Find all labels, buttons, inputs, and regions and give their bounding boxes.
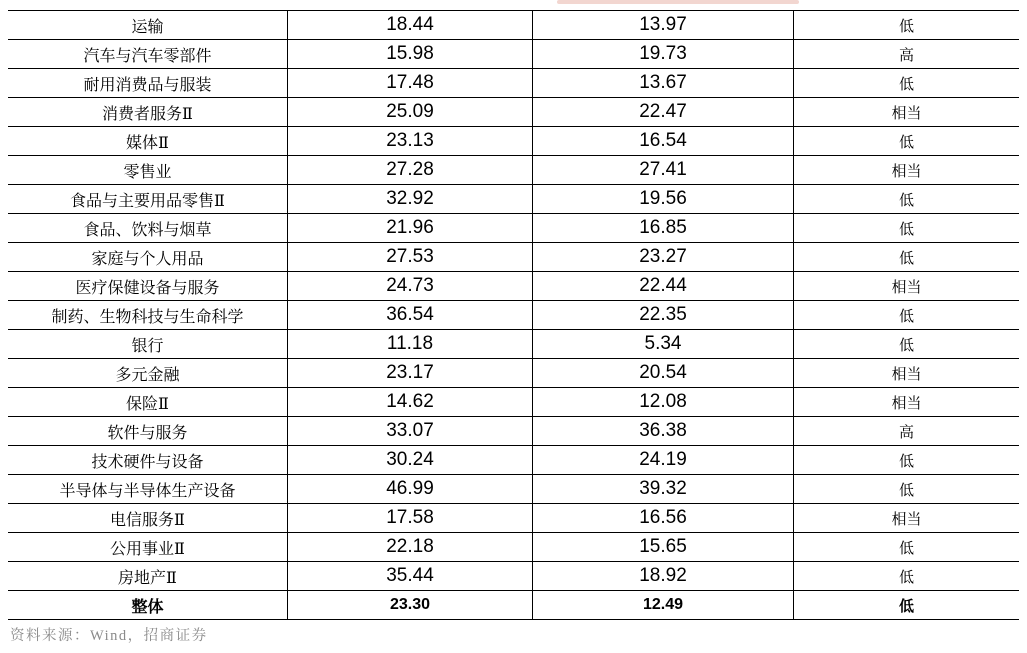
industry-cell: 耐用消费品与服装 <box>8 69 288 98</box>
rating-cell: 低 <box>794 446 1020 475</box>
value1-cell: 35.44 <box>288 562 533 591</box>
value1-cell: 46.99 <box>288 475 533 504</box>
value1-cell: 27.28 <box>288 156 533 185</box>
value2-cell: 16.54 <box>533 127 794 156</box>
table-row <box>8 185 1019 214</box>
table-row <box>8 301 1019 330</box>
industry-cell: 保险Ⅱ <box>8 388 288 417</box>
industry-cell: 银行 <box>8 330 288 359</box>
value2-cell: 22.35 <box>533 301 794 330</box>
industry-cell: 技术硬件与设备 <box>8 446 288 475</box>
value1-cell: 17.48 <box>288 69 533 98</box>
value2-cell: 20.54 <box>533 359 794 388</box>
table-row <box>8 591 1019 620</box>
industry-cell: 多元金融 <box>8 359 288 388</box>
value1-cell: 24.73 <box>288 272 533 301</box>
rating-cell: 高 <box>794 40 1020 69</box>
value2-cell: 12.49 <box>533 591 794 620</box>
value2-cell: 12.08 <box>533 388 794 417</box>
rating-cell: 低 <box>794 185 1020 214</box>
value2-cell: 22.44 <box>533 272 794 301</box>
value2-cell: 36.38 <box>533 417 794 446</box>
table-body <box>8 11 1019 620</box>
table-row <box>8 562 1019 591</box>
table-row <box>8 504 1019 533</box>
value1-cell: 36.54 <box>288 301 533 330</box>
rating-cell: 低 <box>794 591 1020 620</box>
value1-cell: 17.58 <box>288 504 533 533</box>
value1-cell: 32.92 <box>288 185 533 214</box>
table-row <box>8 127 1019 156</box>
rating-cell: 低 <box>794 330 1020 359</box>
value1-cell: 33.07 <box>288 417 533 446</box>
industry-cell: 软件与服务 <box>8 417 288 446</box>
value1-cell: 27.53 <box>288 243 533 272</box>
source-note: 资料来源：Wind，招商证券 <box>10 628 208 644</box>
rating-cell: 低 <box>794 11 1020 40</box>
value1-cell: 21.96 <box>288 214 533 243</box>
value1-cell: 18.44 <box>288 11 533 40</box>
rating-cell: 低 <box>794 243 1020 272</box>
value2-cell: 22.47 <box>533 98 794 127</box>
table-row <box>8 446 1019 475</box>
rating-cell: 低 <box>794 533 1020 562</box>
value2-cell: 19.73 <box>533 40 794 69</box>
industry-cell: 制药、生物科技与生命科学 <box>8 301 288 330</box>
table-row <box>8 40 1019 69</box>
table-row <box>8 359 1019 388</box>
rating-cell: 相当 <box>794 359 1020 388</box>
rating-cell: 相当 <box>794 156 1020 185</box>
value2-cell: 18.92 <box>533 562 794 591</box>
cropped-text-artifact <box>557 0 799 4</box>
rating-cell: 相当 <box>794 388 1020 417</box>
value1-cell: 14.62 <box>288 388 533 417</box>
industry-cell: 医疗保健设备与服务 <box>8 272 288 301</box>
rating-cell: 低 <box>794 562 1020 591</box>
rating-cell: 低 <box>794 214 1020 243</box>
value2-cell: 23.27 <box>533 243 794 272</box>
table-row <box>8 388 1019 417</box>
value1-cell: 11.18 <box>288 330 533 359</box>
industry-valuation-table <box>8 10 1019 620</box>
industry-cell: 媒体Ⅱ <box>8 127 288 156</box>
rating-cell: 高 <box>794 417 1020 446</box>
value1-cell: 23.13 <box>288 127 533 156</box>
value1-cell: 23.17 <box>288 359 533 388</box>
industry-cell: 消费者服务Ⅱ <box>8 98 288 127</box>
industry-cell: 食品、饮料与烟草 <box>8 214 288 243</box>
industry-cell: 运输 <box>8 11 288 40</box>
rating-cell: 低 <box>794 301 1020 330</box>
table-row <box>8 11 1019 40</box>
value1-cell: 15.98 <box>288 40 533 69</box>
value2-cell: 16.56 <box>533 504 794 533</box>
industry-cell: 零售业 <box>8 156 288 185</box>
rating-cell: 低 <box>794 69 1020 98</box>
industry-cell: 汽车与汽车零部件 <box>8 40 288 69</box>
industry-cell: 整体 <box>8 591 288 620</box>
table-row <box>8 98 1019 127</box>
table-row <box>8 214 1019 243</box>
industry-cell: 食品与主要用品零售Ⅱ <box>8 185 288 214</box>
value2-cell: 39.32 <box>533 475 794 504</box>
table-row <box>8 272 1019 301</box>
rating-cell: 低 <box>794 127 1020 156</box>
value1-cell: 22.18 <box>288 533 533 562</box>
table-row <box>8 156 1019 185</box>
value2-cell: 24.19 <box>533 446 794 475</box>
value1-cell: 25.09 <box>288 98 533 127</box>
rating-cell: 相当 <box>794 98 1020 127</box>
value2-cell: 15.65 <box>533 533 794 562</box>
industry-cell: 房地产Ⅱ <box>8 562 288 591</box>
rating-cell: 相当 <box>794 272 1020 301</box>
table-row <box>8 417 1019 446</box>
industry-cell: 半导体与半导体生产设备 <box>8 475 288 504</box>
value2-cell: 13.67 <box>533 69 794 98</box>
rating-cell: 低 <box>794 475 1020 504</box>
rating-cell: 相当 <box>794 504 1020 533</box>
industry-cell: 电信服务Ⅱ <box>8 504 288 533</box>
value2-cell: 13.97 <box>533 11 794 40</box>
value2-cell: 5.34 <box>533 330 794 359</box>
table-row <box>8 330 1019 359</box>
value2-cell: 19.56 <box>533 185 794 214</box>
industry-cell: 家庭与个人用品 <box>8 243 288 272</box>
value1-cell: 30.24 <box>288 446 533 475</box>
value1-cell: 23.30 <box>288 591 533 620</box>
table-row <box>8 243 1019 272</box>
value2-cell: 27.41 <box>533 156 794 185</box>
table-row <box>8 533 1019 562</box>
table-row <box>8 475 1019 504</box>
industry-cell: 公用事业Ⅱ <box>8 533 288 562</box>
table-row <box>8 69 1019 98</box>
value2-cell: 16.85 <box>533 214 794 243</box>
